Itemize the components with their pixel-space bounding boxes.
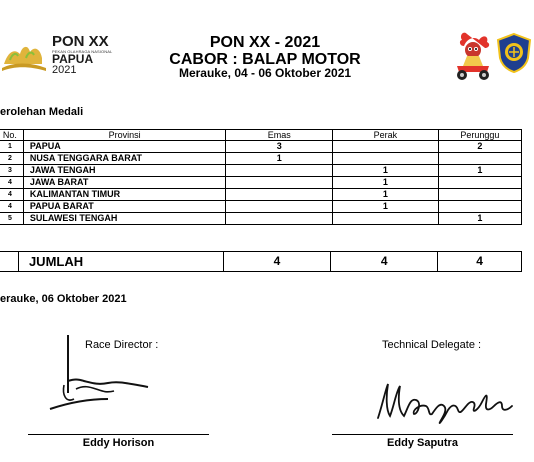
gold-cell	[226, 201, 333, 213]
logo-subtitle: PEKAN OLAHRAGA NASIONAL	[52, 49, 113, 54]
gold-cell: 1	[226, 153, 333, 165]
rank-cell: 4	[0, 189, 23, 201]
technical-delegate-name: Eddy Saputra	[387, 437, 458, 449]
logo-title: PON XX	[52, 33, 109, 50]
section-title: erolehan Medali	[0, 106, 84, 118]
imi-badge-icon	[494, 32, 534, 74]
signing-place-date: erauke, 06 Oktober 2021	[0, 293, 127, 305]
event-place-date: Merauke, 04 - 06 Oktober 2021	[178, 66, 352, 80]
silver-cell: 1	[333, 165, 439, 177]
silver-cell: 1	[333, 189, 439, 201]
province-cell: JAWA BARAT	[23, 177, 226, 189]
bronze-cell	[438, 177, 521, 189]
bronze-cell	[438, 201, 521, 213]
table-row	[0, 201, 522, 213]
province-cell: NUSA TENGGARA BARAT	[23, 153, 226, 165]
silver-cell: 1	[333, 177, 439, 189]
race-director-name: Eddy Horison	[82, 437, 155, 449]
total-silver: 4	[331, 252, 438, 272]
total-row	[0, 252, 522, 272]
race-director-signature-icon	[48, 333, 158, 423]
rank-cell: 3	[0, 165, 23, 177]
total-label: JUMLAH	[18, 252, 223, 272]
technical-delegate-role: Technical Delegate :	[382, 339, 482, 351]
header-perunggu: Perunggu	[438, 130, 521, 141]
province-cell: PAPUA BARAT	[23, 201, 226, 213]
rank-cell: 2	[0, 153, 23, 165]
gold-cell: 3	[226, 141, 333, 153]
gold-cell	[226, 213, 333, 225]
total-gold: 4	[223, 252, 331, 272]
mascot-motorbike-icon	[453, 30, 493, 82]
logo-papua: PAPUA	[52, 52, 94, 66]
page-subtitle: CABOR : BALAP MOTOR	[169, 51, 361, 68]
medal-table	[0, 129, 522, 225]
table-row	[0, 213, 522, 225]
page-title: PON XX - 2021	[209, 34, 321, 51]
table-row	[0, 165, 522, 177]
table-row	[0, 153, 522, 165]
bronze-cell: 2	[438, 141, 521, 153]
bronze-cell	[438, 189, 521, 201]
province-cell: PAPUA	[23, 141, 226, 153]
bronze-cell: 1	[438, 213, 521, 225]
header-emas: Emas	[226, 130, 333, 141]
race-director-role: Race Director :	[85, 339, 159, 351]
header-no: No.	[0, 130, 23, 141]
signature-line-right	[332, 434, 513, 435]
silver-cell: 1	[333, 201, 439, 213]
gold-cell	[226, 177, 333, 189]
technical-delegate-signature-icon	[370, 378, 520, 428]
header-perak: Perak	[333, 130, 439, 141]
rank-cell: 5	[0, 213, 23, 225]
signature-line-left	[28, 434, 209, 435]
gold-cell	[226, 189, 333, 201]
bronze-cell	[438, 153, 521, 165]
table-row	[0, 141, 522, 153]
gold-cell	[226, 165, 333, 177]
rank-cell: 4	[0, 177, 23, 189]
rank-cell: 1	[0, 141, 23, 153]
province-cell: KALIMANTAN TIMUR	[23, 189, 226, 201]
rank-cell: 4	[0, 201, 23, 213]
province-cell: SULAWESI TENGAH	[23, 213, 226, 225]
total-no-cell	[0, 252, 18, 272]
table-row	[0, 177, 522, 189]
table-row	[0, 189, 522, 201]
table-header-row	[0, 130, 522, 141]
logo-year: 2021	[52, 64, 77, 76]
province-cell: JAWA TENGAH	[23, 165, 226, 177]
header-provinsi: Provinsi	[23, 130, 226, 141]
silver-cell	[333, 141, 439, 153]
silver-cell	[333, 213, 439, 225]
pon-flame-logo-icon	[0, 34, 48, 74]
total-bronze: 4	[438, 252, 522, 272]
total-table	[0, 251, 522, 272]
silver-cell	[333, 153, 439, 165]
bronze-cell: 1	[438, 165, 521, 177]
